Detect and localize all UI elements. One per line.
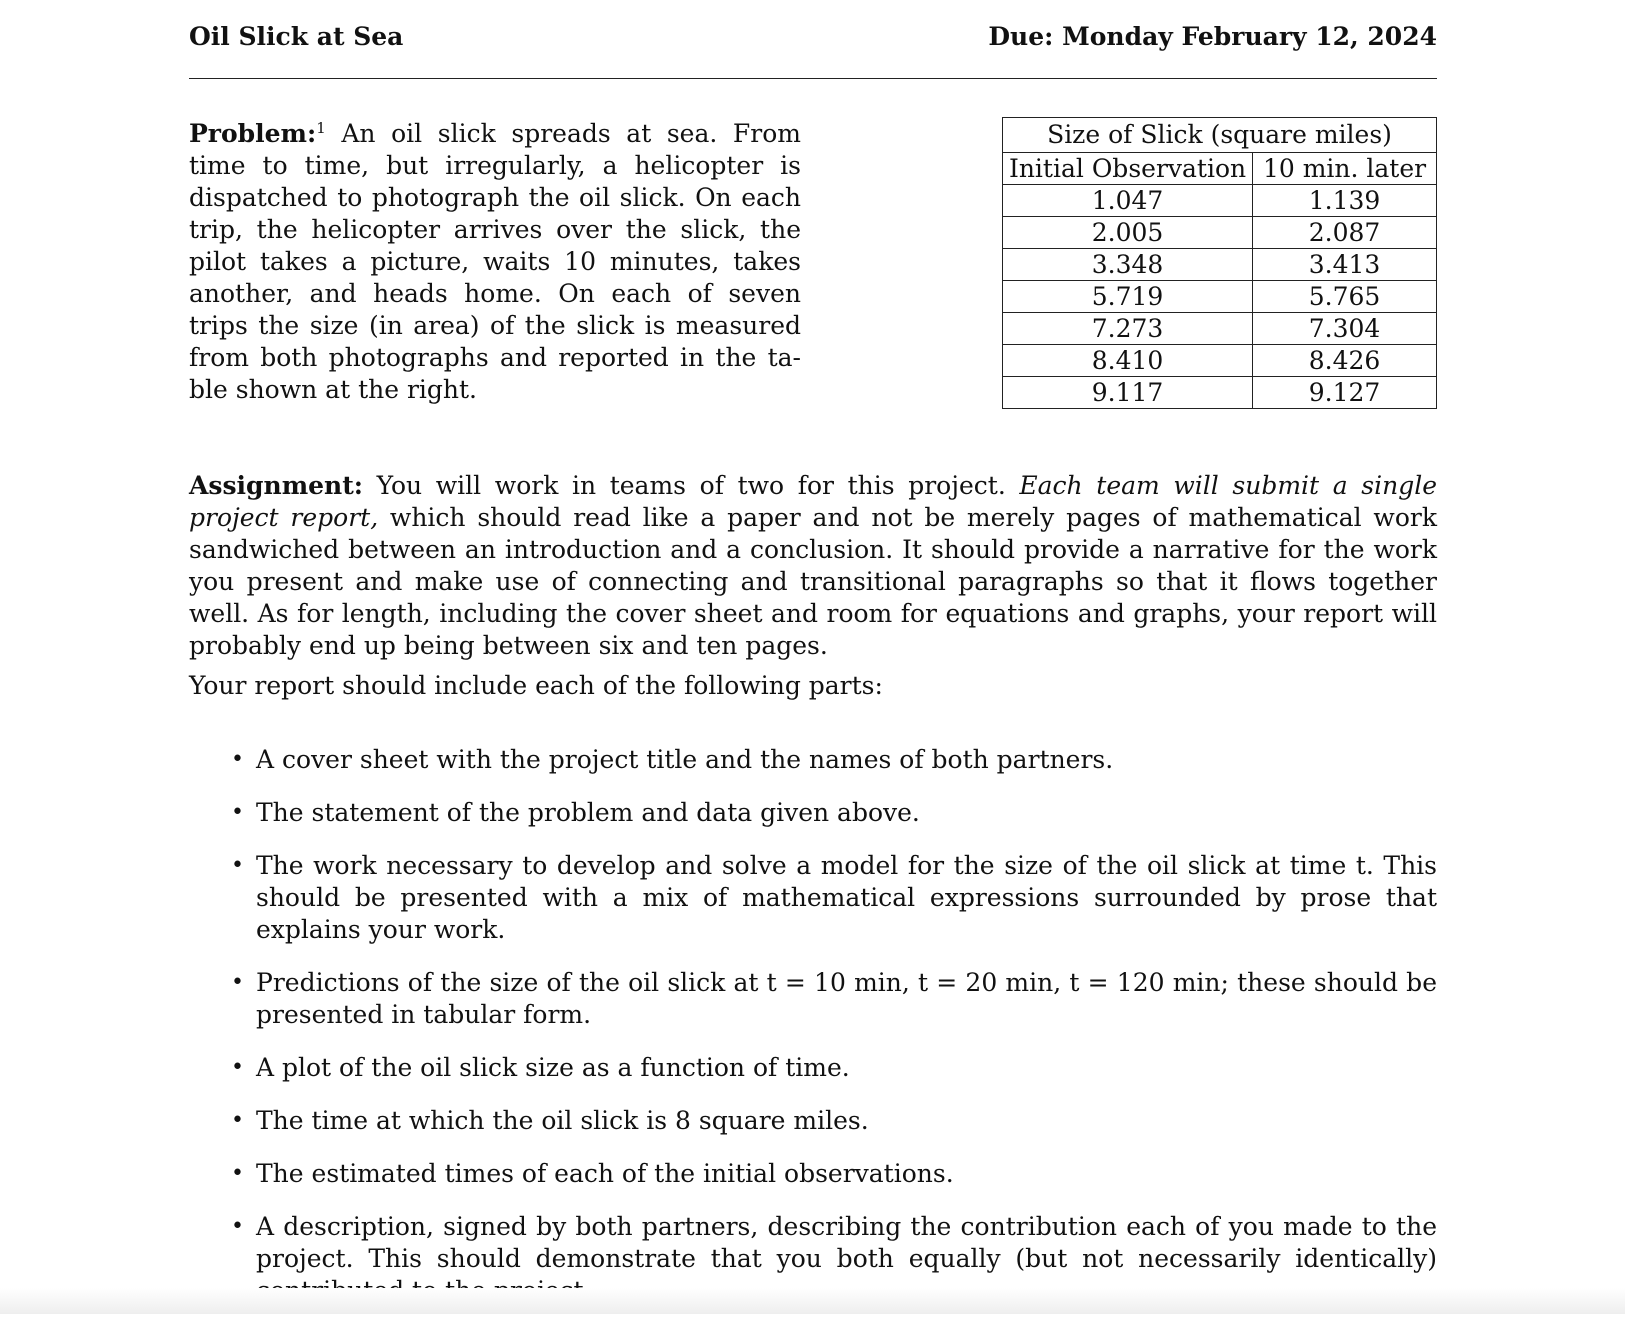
bullet-icon: • [231,1108,244,1133]
list-item-text: The time at which the oil slick is 8 square miles. [256,1106,869,1135]
table-cell-later: 9.127 [1253,377,1437,409]
parts-list [189,744,1437,1328]
table-title-row [1003,118,1437,153]
list-item-text: The estimated times of each of the initial observations. [256,1159,954,1188]
bullet-icon: • [231,970,244,995]
list-item-text: A description, signed by both partners, describing the contribution each of you made to the project. This should demonstrate that you both equally (but not necessarily identically) [256,1212,1437,1273]
problem-text: An oil slick spreads at sea. From time to time, but irregularly, a helicopter is dispatched to photograph the oil slick. On each trip, the helicopter arrives over the slick, the pilot takes a picture, waits 10 minutes, takes another, and heads home. On each of seven trips the size (in area) of the slick is measured from both photographs and reported in the table shown at the right. [189,119,801,404]
table-row [1003,249,1437,281]
table-row [1003,281,1437,313]
bottom-fade [0,1288,1625,1314]
table-cell-later: 7.304 [1253,313,1437,345]
bullet-icon: • [231,1214,244,1239]
list-item [189,967,1437,1031]
due-date: Due: Monday February 12, 2024 [988,22,1437,51]
bullet-icon: • [231,747,244,772]
list-item [189,1052,1437,1084]
bullet-icon: • [231,1055,244,1080]
list-item-text: The work necessary to develop and solve a model for the size of the oil slick at time t. This should be presented with a mix of mathematical expressions surrounded by prose that explains your work. [256,851,1437,944]
header-rule [189,78,1437,79]
page-header [189,22,1437,58]
table-cell-initial: 1.047 [1003,185,1253,217]
problem-label: Problem: [189,119,317,148]
problem-statement [189,118,801,406]
bullet-icon: • [231,853,244,878]
table-row [1003,217,1437,249]
table-cell-later: 1.139 [1253,185,1437,217]
list-item-text: A cover sheet with the project title and the names of both partners. [256,745,1114,774]
table-cell-initial: 7.273 [1003,313,1253,345]
assignment-text-b: which should read like a paper and not be merely pages of mathematical work sandwiched between an introduction and a conclusion. It should provide a narrative for the work you present and make use of connecting and transitional paragraphs so that it flows together well. As for length, including the cover sheet and room for equations and graphs, your report will probably end up being between six and ten pages. [189,503,1437,660]
list-item-text: The statement of the problem and data given above. [256,798,920,827]
parts-intro: Your report should include each of the following parts: [189,671,883,700]
table-cell-later: 3.413 [1253,249,1437,281]
document-title: Oil Slick at Sea [189,22,404,51]
table-row [1003,345,1437,377]
table-cell-later: 2.087 [1253,217,1437,249]
table-cell-initial: 5.719 [1003,281,1253,313]
table-cell-initial: 9.117 [1003,377,1253,409]
table-title: Size of Slick (square miles) [1003,118,1437,153]
list-item [189,850,1437,946]
bullet-icon: • [231,800,244,825]
assignment-text-a: You will work in teams of two for this project. [363,471,1020,500]
assignment-paragraph [189,470,1437,662]
list-item [189,797,1437,829]
column-header-later: 10 min. later [1253,153,1437,185]
assignment-emphasis: Each team will submit a single project report, [189,471,1437,532]
table-cell-later: 5.765 [1253,281,1437,313]
bullet-icon: • [231,1161,244,1186]
list-item-text: Predictions of the size of the oil slick at t = 10 min, t = 20 min, t = 120 min; these should be presented in tabular form. [256,968,1437,1029]
assignment-label: Assignment: [189,471,364,500]
footnote-mark: 1 [316,119,326,137]
table-header-row [1003,153,1437,185]
list-item [189,1158,1437,1190]
table-cell-initial: 8.410 [1003,345,1253,377]
list-item [189,1105,1437,1137]
table-cell-later: 8.426 [1253,345,1437,377]
column-header-initial: Initial Observation [1003,153,1253,185]
table-row [1003,185,1437,217]
list-item [189,744,1437,776]
table-cell-initial: 2.005 [1003,217,1253,249]
slick-size-table [1002,117,1437,409]
list-item-text: A plot of the oil slick size as a function of time. [256,1053,850,1082]
table-row [1003,313,1437,345]
table-cell-initial: 3.348 [1003,249,1253,281]
table-row [1003,377,1437,409]
